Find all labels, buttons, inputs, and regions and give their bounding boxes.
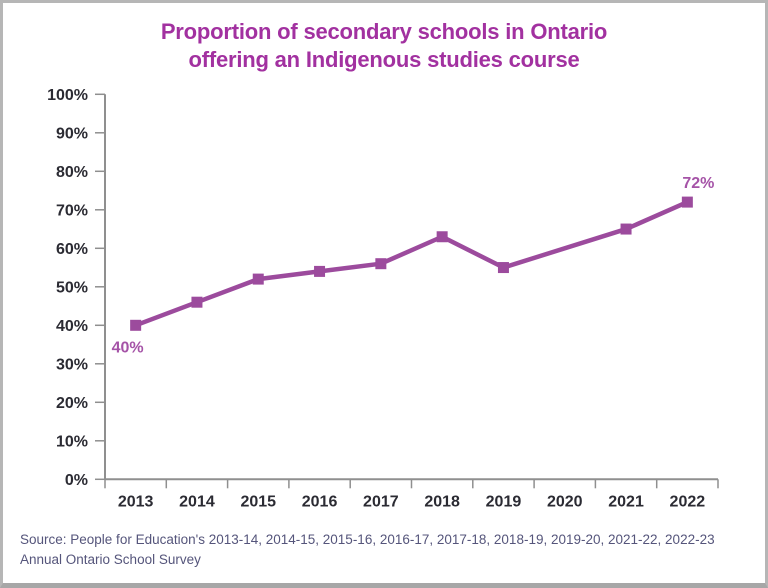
x-axis-tick-label: 2019	[485, 493, 522, 511]
x-axis-tick-label: 2021	[608, 493, 644, 511]
y-axis-tick-label: 80%	[55, 163, 88, 181]
y-axis-tick-label: 40%	[55, 317, 88, 335]
data-point-label-2022: 72%	[682, 175, 715, 193]
data-point-2014	[191, 297, 202, 308]
y-axis-tick-label: 10%	[55, 433, 88, 451]
data-point-2019	[498, 262, 509, 273]
x-axis-tick-label: 2014	[179, 493, 215, 511]
x-axis-tick-label: 2022	[669, 493, 706, 511]
source-note: Source: People for Education's 2013-14, 2014-15, 2015-16, 2016-17, 2017-18, 2018-19, 2019-20, 2021-22, 2022-23 Annual Ontario School Survey	[20, 532, 715, 567]
y-axis-tick-label: 50%	[55, 279, 88, 297]
data-point-2015	[253, 274, 264, 285]
x-axis-tick-label: 2013	[117, 493, 154, 511]
chart-title-line1: Proportion of secondary schools in Ontario	[160, 19, 608, 44]
x-axis-tick-label: 2017	[363, 493, 399, 511]
y-axis-tick-label: 90%	[55, 125, 88, 143]
y-axis-tick-label: 70%	[55, 202, 88, 220]
data-point-label-2013: 40%	[111, 339, 144, 357]
y-axis-tick-label: 0%	[64, 471, 88, 489]
data-point-2013	[130, 320, 141, 331]
chart-title-line2: offering an Indigenous studies course	[188, 47, 580, 72]
x-axis-tick-label: 2020	[546, 493, 583, 511]
x-axis-tick-label: 2018	[424, 493, 460, 511]
data-point-2021	[621, 224, 632, 235]
data-point-2018	[437, 231, 448, 242]
data-point-2016	[314, 266, 325, 277]
y-axis-tick-label: 100%	[47, 86, 88, 104]
data-point-2022	[682, 197, 693, 208]
x-axis-tick-label: 2015	[240, 493, 277, 511]
y-axis-tick-label: 30%	[55, 356, 88, 374]
y-axis-tick-label: 20%	[55, 394, 88, 412]
x-axis-tick-label: 2016	[301, 493, 338, 511]
y-axis-tick-label: 60%	[55, 240, 88, 258]
data-point-2017	[375, 258, 386, 269]
data-line	[136, 202, 688, 325]
